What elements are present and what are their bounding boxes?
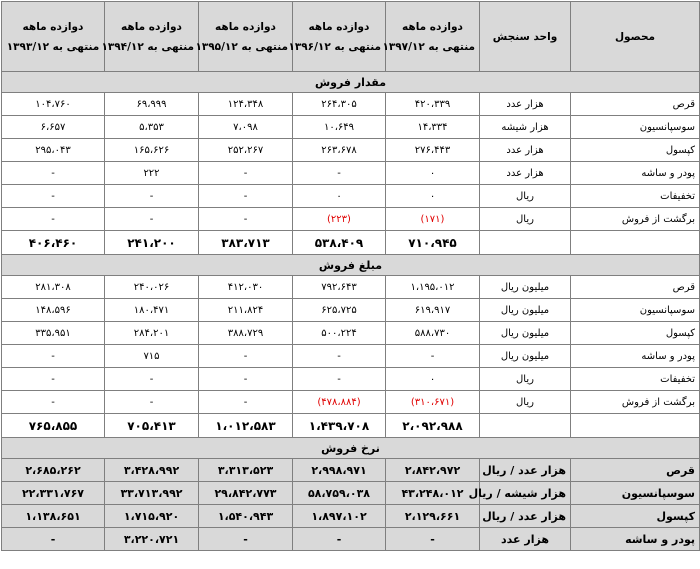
section-header-row <box>2 438 700 459</box>
rate-row <box>2 459 700 482</box>
value-cell: ۰ <box>293 185 386 208</box>
value-cell: ۷۱۵ <box>105 345 199 368</box>
value-cell: ۶۲۵،۷۲۵ <box>293 299 386 322</box>
unit-cell: میلیون ریال <box>480 322 571 345</box>
value-cell: ۲۷۶،۴۴۳ <box>386 139 480 162</box>
period-line2: منتهی به ۱۳۹۵/۱۲ <box>195 40 288 53</box>
table-row <box>2 185 700 208</box>
table-row <box>2 276 700 299</box>
value-cell: ۲۵۲،۲۶۷ <box>199 139 293 162</box>
total-value-cell: ۷۱۰،۹۴۵ <box>386 231 480 255</box>
value-cell: - <box>293 528 386 551</box>
header-period <box>101 2 199 72</box>
value-cell: ۱۰،۶۴۹ <box>293 116 386 139</box>
unit-cell: ریال <box>480 391 571 414</box>
value-cell: ۱،۵۴۰،۹۴۳ <box>199 505 293 528</box>
period-line1: دوازده ماهه <box>215 20 276 33</box>
value-cell: - <box>105 391 199 414</box>
value-cell: ۲۲،۳۳۱،۷۶۷ <box>2 482 105 505</box>
total-value-cell: ۴۰۶،۴۶۰ <box>2 231 105 255</box>
total-empty-cell <box>480 414 571 438</box>
value-cell: ۶۹،۹۹۹ <box>105 93 199 116</box>
value-cell: ۳۳،۷۱۳،۹۹۲ <box>105 482 199 505</box>
unit-cell: میلیون ریال <box>480 299 571 322</box>
value-cell: - <box>199 391 293 414</box>
value-cell: - <box>386 345 480 368</box>
total-value-cell: ۱،۰۱۲،۵۸۳ <box>199 414 293 438</box>
value-cell: ۵،۳۵۳ <box>105 116 199 139</box>
product-cell: سوسپانسیون <box>571 299 700 322</box>
value-cell: - <box>293 162 386 185</box>
value-cell: ۱،۱۳۸،۶۵۱ <box>2 505 105 528</box>
product-cell: قرص <box>571 459 700 482</box>
value-cell: ۱۶۵،۶۲۶ <box>105 139 199 162</box>
product-cell: سوسپانسیون <box>571 116 700 139</box>
section-header-row <box>2 255 700 276</box>
section-header-row <box>2 72 700 93</box>
value-cell: ۲،۸۴۲،۹۷۲ <box>386 459 480 482</box>
value-cell: (۳۱۰،۶۷۱) <box>386 391 480 414</box>
unit-cell: هزار عدد <box>480 139 571 162</box>
value-cell: (۴۷۸،۸۸۴) <box>293 391 386 414</box>
unit-cell: ریال <box>480 368 571 391</box>
value-cell: ۵۸۸،۷۳۰ <box>386 322 480 345</box>
value-cell: - <box>2 185 105 208</box>
product-cell: پودر و ساشه <box>571 345 700 368</box>
value-cell: ۲،۹۹۸،۹۷۱ <box>293 459 386 482</box>
value-cell: ۷،۰۹۸ <box>199 116 293 139</box>
total-value-cell: ۳۸۳،۷۱۳ <box>199 231 293 255</box>
product-cell: پودر و ساشه <box>571 528 700 551</box>
value-cell: (۲۲۳) <box>293 208 386 231</box>
value-cell: ۵۰۰،۲۲۴ <box>293 322 386 345</box>
product-cell: کپسول <box>571 322 700 345</box>
period-line1: دوازده ماهه <box>121 20 182 33</box>
total-row <box>2 231 700 255</box>
header-row <box>2 2 700 72</box>
header-period <box>382 2 480 72</box>
header-product: محصول <box>571 2 700 72</box>
rate-row <box>2 482 700 505</box>
unit-cell: هزار عدد <box>480 162 571 185</box>
period-line1: دوازده ماهه <box>402 20 463 33</box>
value-cell: ۲،۶۸۵،۲۶۲ <box>2 459 105 482</box>
value-cell: ۲۸۱،۳۰۸ <box>2 276 105 299</box>
unit-cell: ریال <box>480 185 571 208</box>
period-line2: منتهی به ۱۳۹۳/۱۲ <box>6 40 100 53</box>
value-cell: ۲۹،۸۴۲،۷۷۳ <box>199 482 293 505</box>
product-cell: برگشت از فروش <box>571 208 700 231</box>
value-cell: ۷۹۲،۶۴۳ <box>293 276 386 299</box>
value-cell: ۴۳،۲۴۸،۰۱۲ <box>386 482 480 505</box>
value-cell: - <box>2 345 105 368</box>
product-cell: قرص <box>571 276 700 299</box>
unit-cell: هزار عدد / ریال <box>480 459 571 482</box>
value-cell: ۳،۴۲۸،۹۹۲ <box>105 459 199 482</box>
value-cell: - <box>2 368 105 391</box>
period-line1: دوازده ماهه <box>22 20 84 33</box>
value-cell: ۰ <box>386 162 480 185</box>
value-cell: ۲۸۴،۲۰۱ <box>105 322 199 345</box>
total-value-cell: ۲،۰۹۲،۹۸۸ <box>386 414 480 438</box>
value-cell: - <box>2 391 105 414</box>
value-cell: ۴۱۲،۰۳۰ <box>199 276 293 299</box>
period-line1: دوازده ماهه <box>308 20 370 33</box>
value-cell: ۳،۳۱۳،۵۲۳ <box>199 459 293 482</box>
total-value-cell: ۵۳۸،۴۰۹ <box>293 231 386 255</box>
unit-cell: ریال <box>480 208 571 231</box>
total-empty-cell <box>571 231 700 255</box>
value-cell: ۱،۷۱۵،۹۲۰ <box>105 505 199 528</box>
total-value-cell: ۲۴۱،۲۰۰ <box>105 231 199 255</box>
unit-cell: هزار عدد <box>480 528 571 551</box>
product-cell: قرص <box>571 93 700 116</box>
value-cell: ۲۴۰،۰۲۶ <box>105 276 199 299</box>
unit-cell: هزار شیشه / ریال <box>480 482 571 505</box>
table-row <box>2 162 700 185</box>
product-cell: برگشت از فروش <box>571 391 700 414</box>
table-row <box>2 322 700 345</box>
section-title: نرخ فروش <box>2 438 700 459</box>
value-cell: ۳۳۵،۹۵۱ <box>2 322 105 345</box>
product-cell: پودر و ساشه <box>571 162 700 185</box>
value-cell: ۱،۸۹۷،۱۰۲ <box>293 505 386 528</box>
value-cell: - <box>199 185 293 208</box>
table-row <box>2 368 700 391</box>
value-cell: ۱۰۴،۷۶۰ <box>2 93 105 116</box>
value-cell: ۱۸۰،۴۷۱ <box>105 299 199 322</box>
value-cell: - <box>2 528 105 551</box>
value-cell: ۲۱۱،۸۲۴ <box>199 299 293 322</box>
value-cell: - <box>199 208 293 231</box>
total-value-cell: ۷۶۵،۸۵۵ <box>2 414 105 438</box>
table-row <box>2 116 700 139</box>
value-cell: ۱۴۸،۵۹۶ <box>2 299 105 322</box>
value-cell: ۳۸۸،۷۲۹ <box>199 322 293 345</box>
period-line2: منتهی به ۱۳۹۴/۱۲ <box>101 40 194 53</box>
unit-cell: میلیون ریال <box>480 345 571 368</box>
product-cell: کپسول <box>571 505 700 528</box>
value-cell: ۱۴،۳۳۴ <box>386 116 480 139</box>
product-cell: تخفیفات <box>571 185 700 208</box>
unit-cell: میلیون ریال <box>480 276 571 299</box>
value-cell: ۴۲۰،۳۳۹ <box>386 93 480 116</box>
value-cell: ۲،۱۲۹،۶۶۱ <box>386 505 480 528</box>
table-row <box>2 345 700 368</box>
table-body <box>2 72 700 551</box>
table-row <box>2 93 700 116</box>
value-cell: ۳،۲۲۰،۷۲۱ <box>105 528 199 551</box>
total-value-cell: ۱،۴۳۹،۷۰۸ <box>293 414 386 438</box>
total-empty-cell <box>571 414 700 438</box>
header-period <box>195 2 293 72</box>
period-line2: منتهی به ۱۳۹۷/۱۲ <box>382 40 475 53</box>
header-unit: واحد سنجش <box>480 2 571 72</box>
product-cell: سوسپانسیون <box>571 482 700 505</box>
section-title: مبلغ فروش <box>2 255 700 276</box>
value-cell: - <box>199 528 293 551</box>
value-cell: ۲۹۵،۰۴۳ <box>2 139 105 162</box>
rate-row <box>2 505 700 528</box>
header-period <box>288 2 386 72</box>
value-cell: - <box>2 208 105 231</box>
value-cell: ۰ <box>386 368 480 391</box>
sales-table <box>1 1 700 551</box>
table-row <box>2 139 700 162</box>
value-cell: (۱۷۱) <box>386 208 480 231</box>
value-cell: ۶۱۹،۹۱۷ <box>386 299 480 322</box>
unit-cell: هزار عدد / ریال <box>480 505 571 528</box>
product-cell: کپسول <box>571 139 700 162</box>
value-cell: - <box>199 162 293 185</box>
header-period <box>2 2 105 72</box>
value-cell: - <box>105 185 199 208</box>
table-row <box>2 391 700 414</box>
total-row <box>2 414 700 438</box>
value-cell: ۰ <box>386 185 480 208</box>
value-cell: - <box>293 368 386 391</box>
value-cell: - <box>105 208 199 231</box>
value-cell: - <box>293 345 386 368</box>
value-cell: - <box>199 368 293 391</box>
value-cell: ۶،۶۵۷ <box>2 116 105 139</box>
value-cell: ۲۶۴،۳۰۵ <box>293 93 386 116</box>
product-cell: تخفیفات <box>571 368 700 391</box>
value-cell: - <box>386 528 480 551</box>
rate-row <box>2 528 700 551</box>
value-cell: ۱،۱۹۵،۰۱۲ <box>386 276 480 299</box>
value-cell: ۲۲۲ <box>105 162 199 185</box>
value-cell: ۵۸،۷۵۹،۰۳۸ <box>293 482 386 505</box>
value-cell: ۲۶۳،۶۷۸ <box>293 139 386 162</box>
value-cell: ۱۲۴،۳۴۸ <box>199 93 293 116</box>
value-cell: - <box>2 162 105 185</box>
unit-cell: هزار شیشه <box>480 116 571 139</box>
value-cell: - <box>199 345 293 368</box>
total-empty-cell <box>480 231 571 255</box>
period-line2: منتهی به ۱۳۹۶/۱۲ <box>288 40 381 53</box>
unit-cell: هزار عدد <box>480 93 571 116</box>
value-cell: - <box>105 368 199 391</box>
total-value-cell: ۷۰۵،۴۱۳ <box>105 414 199 438</box>
table-row <box>2 208 700 231</box>
section-title: مقدار فروش <box>2 72 700 93</box>
table-row <box>2 299 700 322</box>
